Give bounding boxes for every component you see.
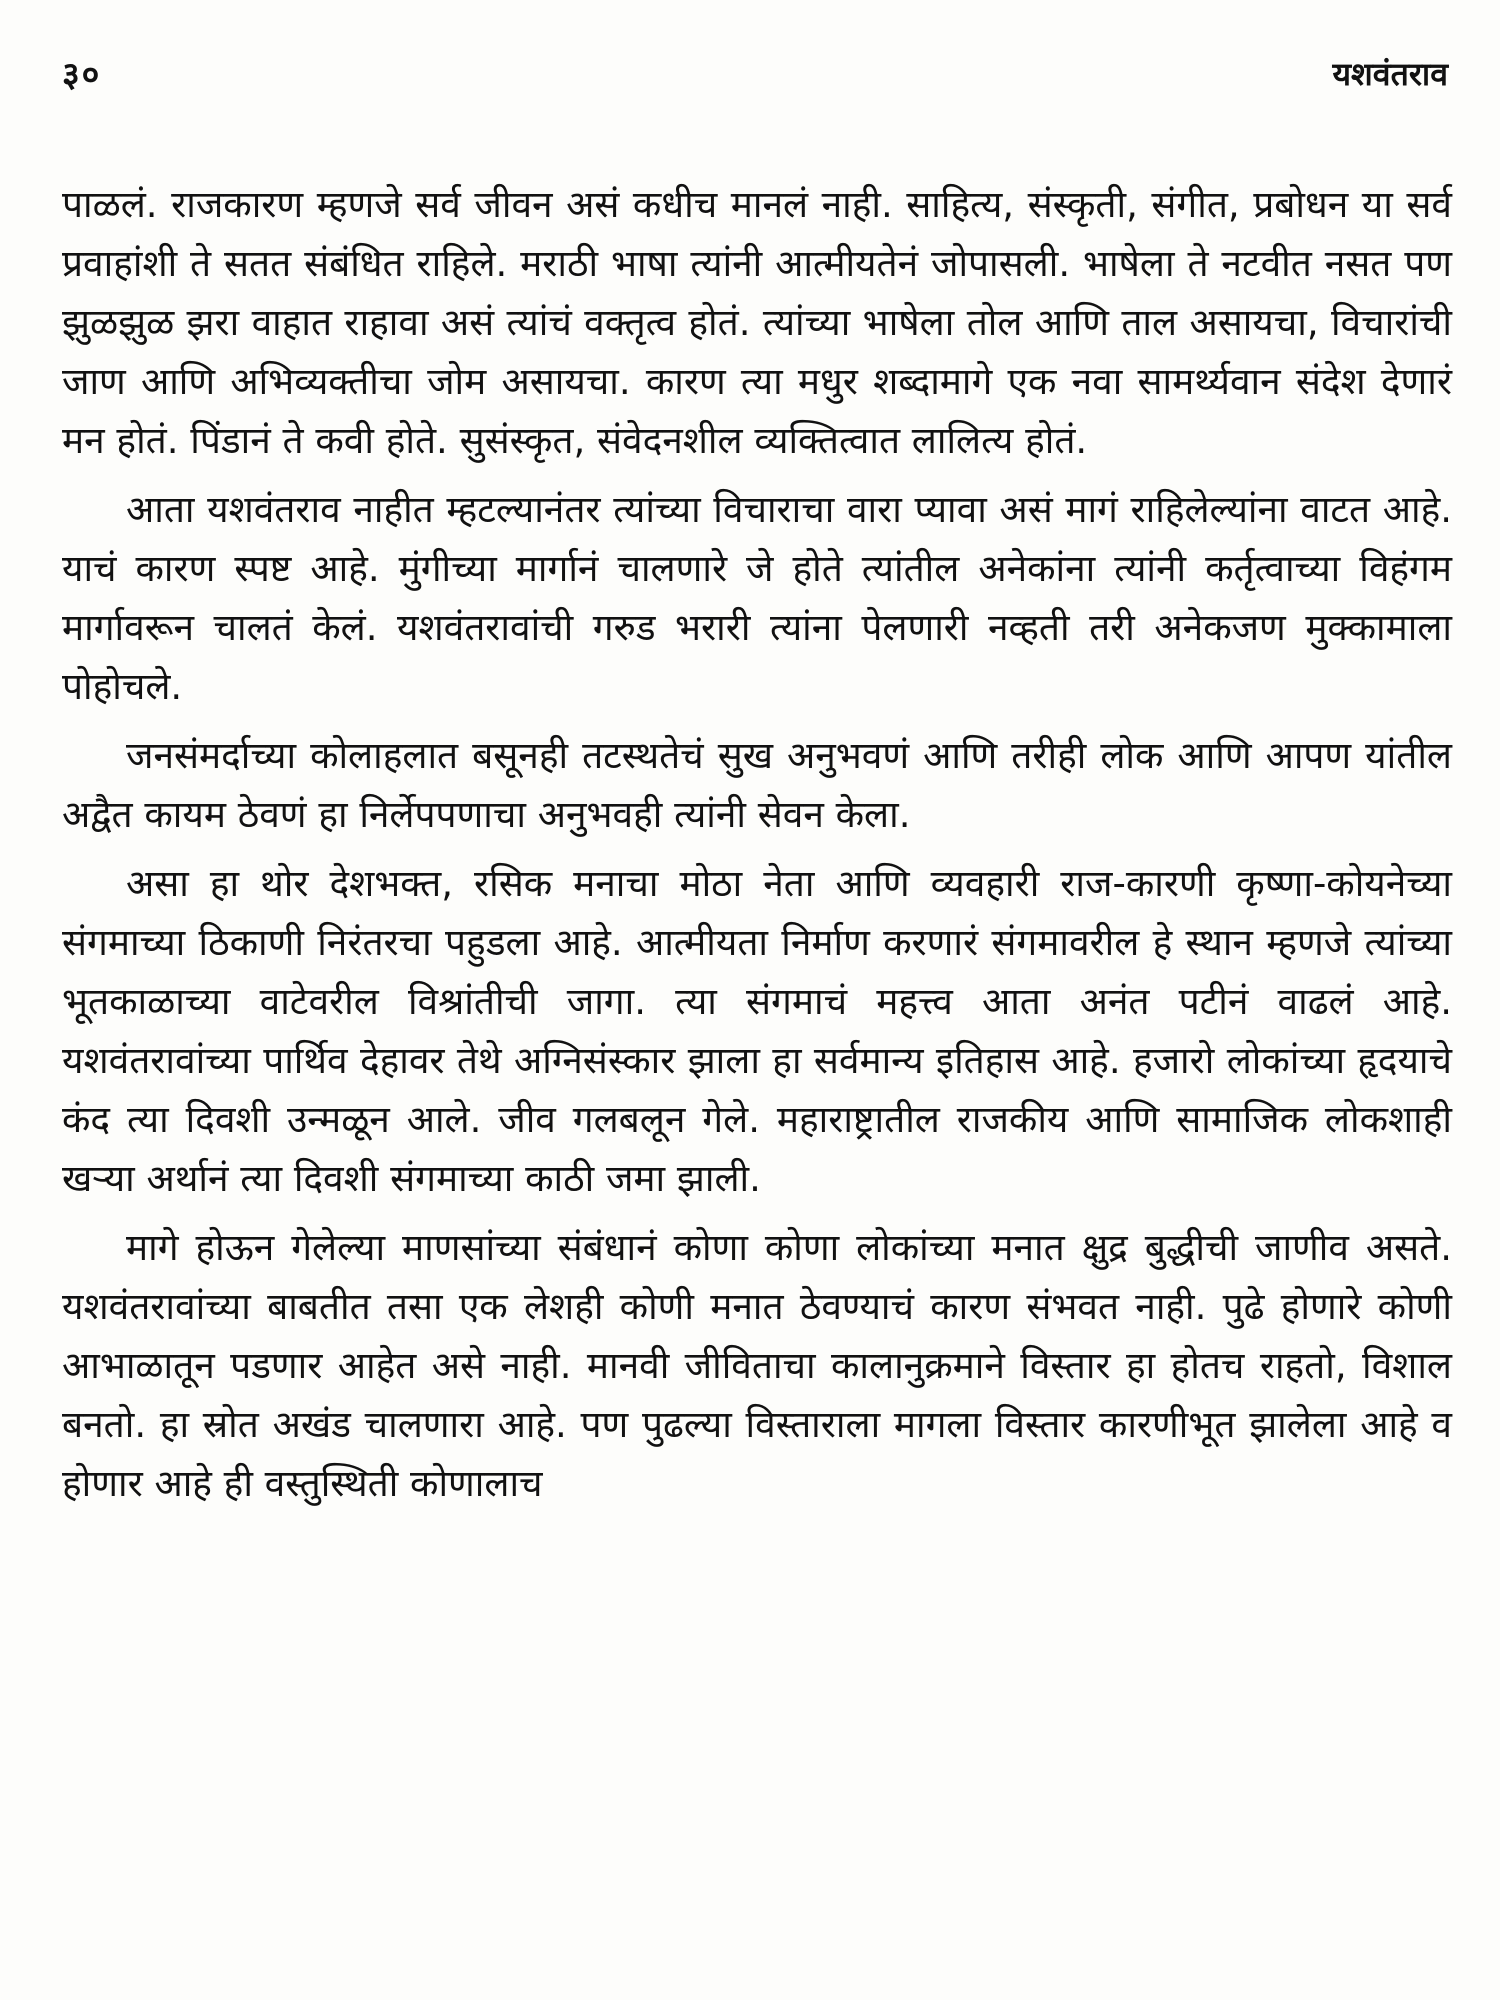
paragraph: मागे होऊन गेलेल्या माणसांच्या संबंधानं कोणा कोणा लोकांच्या मनात क्षुद्र बुद्धीची जाणीव असते. यशवंतरावांच्या बाबतीत तसा एक लेशही कोणी मनात ठेवण्याचं कारण संभवत नाही. पुढे होणारे कोणी आभाळातून पडणार आहेत असे नाही. मानवी जीविताचा कालानुक्रमाने विस्तार हा होतच राहतो, विशाल बनतो. हा स्रोत अखंड चालणारा आहे. पण पुढल्या विस्ताराला मागला विस्तार कारणीभूत झालेला आहे व होणार आहे ही वस्तुस्थिती कोणालाच <box>62 1226 1452 1505</box>
paragraph: पाळलं. राजकारण म्हणजे सर्व जीवन असं कधीच मानलं नाही. साहित्य, संस्कृती, संगीत, प्रबोधन या सर्व प्रवाहांशी ते सतत संबंधित राहिले. मराठी भाषा त्यांनी आत्मीयतेनं जोपासली. भाषेला ते नटवीत नसत पण झुळझुळ झरा वाहात राहावा असं त्यांचं वक्तृत्व होतं. त्यांच्या भाषेला तोल आणि ताल असायचा, विचारांची जाण आणि अभिव्यक्तीचा जोम असायचा. कारण त्या मधुर शब्दामागे एक नवा सामर्थ्यवान संदेश देणारं मन होतं. पिंडानं ते कवी होते. सुसंस्कृत, संवेदनशील व्यक्तित्वात लालित्य होतं. <box>62 183 1452 462</box>
paragraph: असा हा थोर देशभक्त, रसिक मनाचा मोठा नेता आणि व्यवहारी राज-कारणी कृष्णा-कोयनेच्या संगमाच्या ठिकाणी निरंतरचा पहुडला आहे. आत्मीयता निर्माण करणारं संगमावरील हे स्थान म्हणजे त्यांच्या भूतकाळाच्या वाटेवरील विश्रांतीची जागा. त्या संगमाचं महत्त्व आता अनंत पटीनं वाढलं आहे. यशवंतरावांच्या पार्थिव देहावर तेथे अग्निसंस्कार झाला हा सर्वमान्य इतिहास आहे. हजारो लोकांच्या हृदयाचे कंद त्या दिवशी उन्मळून आले. जीव गलबलून गेले. महाराष्ट्रातील राजकीय आणि सामाजिक लोकशाही खऱ्या अर्थानं त्या दिवशी संगमाच्या काठी जमा झाली. <box>62 862 1452 1200</box>
paragraph: जनसंमर्दाच्या कोलाहलात बसूनही तटस्थतेचं सुख अनुभवणं आणि तरीही लोक आणि आपण यांतील अद्वैत कायम ठेवणं हा निर्लेपपणाचा अनुभवही त्यांनी सेवन केला. <box>62 734 1452 836</box>
paragraph: आता यशवंतराव नाहीत म्हटल्यानंतर त्यांच्या विचाराचा वारा प्यावा असं मागं राहिलेल्यांना वाटत आहे. याचं कारण स्पष्ट आहे. मुंगीच्या मार्गानं चालणारे जे होते त्यांतील अनेकांना त्यांनी कर्तृत्वाच्या विहंगम मार्गावरून चालतं केलं. यशवंतरावांची गरुड भरारी त्यांना पेलणारी नव्हती तरी अनेकजण मुक्कामाला पोहोचले. <box>62 488 1452 708</box>
body-text <box>62 175 1452 1513</box>
page-header <box>62 48 1448 98</box>
running-title: यशवंतराव <box>1332 54 1448 93</box>
page-number: ३० <box>62 55 102 95</box>
